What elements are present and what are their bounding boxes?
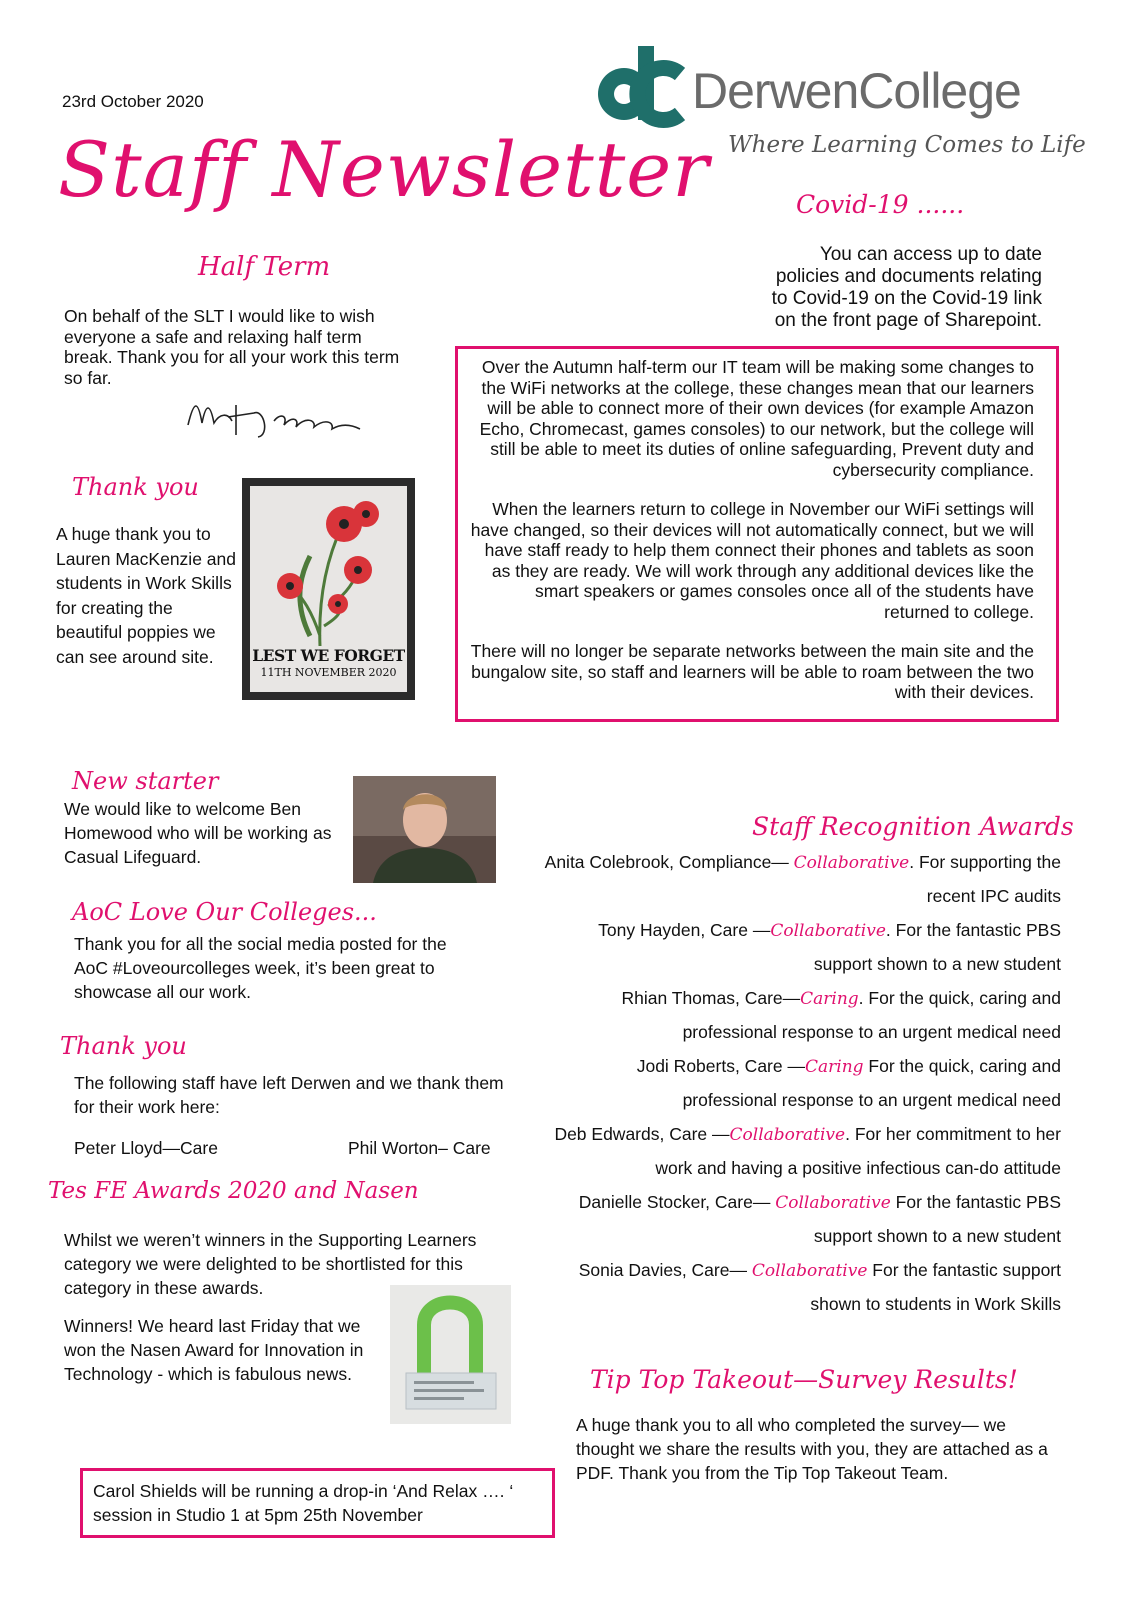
signature-image: [184, 395, 374, 443]
award-reason: . For supporting the recent IPC audits: [909, 852, 1061, 906]
poppy-poster-image: [242, 478, 415, 700]
award-reason: For the fantastic PBS support shown to a new student: [813, 1192, 1061, 1246]
award-name: Deb Edwards, Care —: [554, 1124, 730, 1144]
new-starter-heading: New starter: [72, 767, 219, 795]
half-term-heading: Half Term: [198, 252, 331, 282]
award-reason: . For the fantastic PBS support shown to a new student: [813, 920, 1061, 974]
newsletter-date: 23rd October 2020: [62, 92, 204, 111]
leaver-item: Peter Lloyd—Care: [74, 1138, 218, 1158]
covid-text: [700, 244, 1042, 332]
it-paragraph: There will no longer be separate networks between the main site and the bungalow site, so staff and learners will be able to roam between the two with their devices.: [470, 641, 1034, 702]
award-entry: [541, 1186, 1061, 1253]
award-entry: [541, 914, 1061, 981]
relax-session-box: Carol Shields will be running a drop-in ‘And Relax …. ‘ session in Studio 1 at 5pm 25th November: [80, 1468, 555, 1538]
tip-top-text: A huge thank you to all who completed the survey— we thought we share the results with you, they are attached as a PDF. Thank you from the Tip Top Takeout Team.: [576, 1415, 1048, 1483]
leaver-item: Phil Worton– Care: [348, 1138, 491, 1158]
thank-you-leavers-heading: Thank you: [60, 1032, 187, 1060]
covid-line: to Covid-19 on the Covid-19 link: [771, 288, 1042, 309]
aoc-heading: AoC Love Our Colleges...: [72, 898, 377, 926]
award-name: Sonia Davies, Care—: [578, 1260, 752, 1280]
award-name: Jodi Roberts, Care —: [636, 1056, 805, 1076]
poppies-text: A huge thank you to Lauren MacKenzie and students in Work Skills for creating the beautiful poppies we can see around site.: [56, 524, 236, 667]
thank-you-heading: Thank you: [72, 473, 199, 501]
poster-caption: LEST WE FORGET: [252, 646, 405, 665]
covid-line: on the front page of Sharepoint.: [774, 310, 1042, 331]
logo-tagline: Where Learning Comes to Life: [728, 132, 1086, 158]
page-title: Staff Newsletter: [58, 125, 710, 214]
award-value: Collaborative: [770, 921, 886, 941]
award-value: Caring: [804, 1057, 864, 1077]
award-value: Collaborative: [793, 853, 910, 873]
award-entry: [541, 846, 1061, 913]
staff-photo-image: [353, 776, 496, 883]
award-name: Danielle Stocker, Care—: [578, 1192, 776, 1212]
award-reason: . For her commitment to her work and having a positive infectious can-do attitude: [655, 1124, 1061, 1178]
award-reason: . For the quick, caring and professional response to an urgent medical need: [682, 988, 1061, 1042]
covid-heading: Covid-19 ......: [796, 190, 965, 219]
half-term-text: On behalf of the SLT I would like to wish everyone a safe and relaxing half term break. Thank you for all your work this term so far.: [64, 306, 400, 388]
award-name: Anita Colebrook, Compliance—: [544, 852, 794, 872]
logo-name: DerwenCollege: [692, 63, 1021, 119]
award-value: Collaborative: [751, 1261, 868, 1281]
award-value: Collaborative: [729, 1125, 846, 1145]
tes-paragraph: Winners! We heard last Friday that we won the Nasen Award for Innovation in Technology - which is fabulous news.: [64, 1316, 364, 1384]
tes-paragraph: Whilst we weren’t winners in the Supporting Learners category we were delighted to be shortlisted for this category in these awards.: [64, 1230, 477, 1298]
award-name: Tony Hayden, Care —: [598, 920, 771, 940]
staff-recognition-heading: Staff Recognition Awards: [752, 812, 1074, 841]
tes-awards-heading: Tes FE Awards 2020 and Nasen: [48, 1178, 419, 1204]
award-reason: For the quick, caring and professional response to an urgent medical need: [682, 1056, 1061, 1110]
leavers-text: The following staff have left Derwen and we thank them for their work here:: [74, 1073, 504, 1117]
poster-date: 11TH NOVEMBER 2020: [260, 666, 397, 679]
award-entry: [541, 982, 1061, 1049]
award-name: Rhian Thomas, Care—: [621, 988, 801, 1008]
new-starter-text: We would like to welcome Ben Homewood who will be working as Casual Lifeguard.: [64, 799, 332, 867]
it-paragraph: When the learners return to college in November our WiFi settings will have changed, so their devices will not automatically connect, but we will have staff ready to help them connect their phones and tablets as soon as they are ready. We will work through any additional devices like the smart speakers or games consoles once all of the students have returned to college.: [470, 499, 1034, 622]
tip-top-heading: Tip Top Takeout—Survey Results!: [590, 1365, 1018, 1394]
it-wifi-notice-box: [455, 346, 1059, 722]
award-entry: [541, 1118, 1061, 1185]
award-value: Caring: [800, 989, 859, 1009]
award-trophy-image: [390, 1285, 511, 1424]
award-entry: [541, 1254, 1061, 1321]
award-entry: [541, 1050, 1061, 1117]
award-value: Collaborative: [775, 1193, 891, 1213]
award-reason: For the fantastic support shown to students in Work Skills: [810, 1260, 1061, 1314]
poppy-flowers-drawing: [250, 486, 407, 646]
aoc-text: Thank you for all the social media posted for the AoC #Loveourcolleges week, it’s been great to showcase all our work.: [74, 934, 447, 1002]
it-paragraph: Over the Autumn half-term our IT team will be making some changes to the WiFi networks at the college, these changes mean that our learners will be able to connect more of their own devices (for example Amazon Echo, Chromecast, games consoles) to our network, but the college will still be able to meet its duties of online safeguarding, Prevent duty and cybersecurity compliance.: [479, 357, 1034, 480]
covid-line: policies and documents relating: [775, 266, 1042, 287]
covid-line: You can access up to date: [819, 244, 1042, 265]
